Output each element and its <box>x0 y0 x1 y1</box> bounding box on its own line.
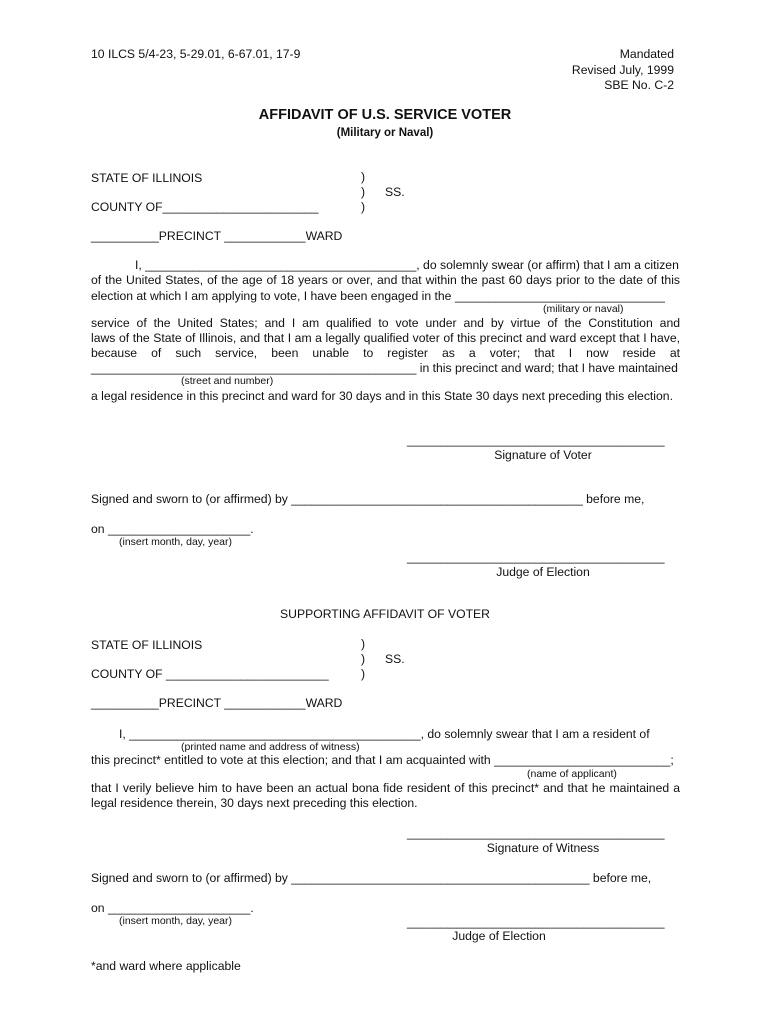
venue-paren: ) <box>361 667 366 681</box>
oath-line-3: election at which I am applying to vote, I have been engaged in the _______________________________ <box>91 289 665 303</box>
sworn-statement: Signed and sworn to (or affirmed) by ____________________________________________ before me, <box>91 871 652 885</box>
witness-name-label: (printed name and address of witness) <box>181 741 360 753</box>
applicant-name-label: (name of applicant) <box>527 768 617 780</box>
sworn-statement: Signed and sworn to (or affirmed) by ___________________________________________ before me, <box>91 492 645 506</box>
street-number-label: (street and number) <box>181 375 274 387</box>
statute-citation: 10 ILCS 5/4-23, 5-29.01, 6-67.01, 17-9 <box>91 47 301 61</box>
voter-signature-label: Signature of Voter <box>494 448 592 462</box>
county-field: COUNTY OF_______________________ <box>91 200 319 214</box>
oath-line-2: of the United States, of the age of 18 years or over, and that within the past 60 days prior to the date of this <box>91 273 680 287</box>
oath-line-5: laws of the State of Illinois, and that I am a legally qualified voter of this precinct and ward except that I have, <box>91 331 680 345</box>
venue-paren: ) <box>361 185 366 199</box>
state-label: STATE OF ILLINOIS <box>91 171 203 185</box>
military-naval-label: (military or naval) <box>543 303 624 315</box>
venue-paren: ) <box>361 652 366 666</box>
date-label: (insert month, day, year) <box>119 915 233 927</box>
oath-line-1: I, ________________________________________, do solemnly swear (or affirm) that I am a citizen <box>135 258 679 272</box>
judge-signature-line[interactable]: ______________________________________ <box>407 915 665 929</box>
ss-label: SS. <box>385 185 405 199</box>
judge-signature-label: Judge of Election <box>452 929 546 943</box>
witness-line-1: I, ___________________________________________, do solemnly swear that I am a resident of <box>119 727 650 741</box>
ss-label: SS. <box>385 652 405 666</box>
judge-signature-line[interactable]: ______________________________________ <box>407 550 665 564</box>
venue-paren: ) <box>361 200 366 214</box>
oath-line-8: a legal residence in this precinct and ward for 30 days and in this State 30 days next preceding this election. <box>91 389 673 403</box>
revised-date: Revised July, 1999 <box>571 63 674 77</box>
precinct-ward-line: __________PRECINCT ____________WARD <box>91 696 343 710</box>
form-number: SBE No. C-2 <box>604 78 674 92</box>
venue-paren: ) <box>361 637 366 651</box>
state-label: STATE OF ILLINOIS <box>91 638 203 652</box>
oath-line-7: ________________________________________________ in this precinct and ward; that I have maintained <box>91 361 678 375</box>
precinct-ward-line: __________PRECINCT ____________WARD <box>91 229 343 243</box>
witness-signature-label: Signature of Witness <box>486 841 600 855</box>
judge-signature-label: Judge of Election <box>496 565 590 579</box>
witness-line-3: that I verily believe him to have been an actual bona fide resident of this precinct* and that he maintained a <box>91 781 680 795</box>
oath-line-6: because of such service, been unable to register as a voter; that I now reside at <box>91 346 680 360</box>
witness-line-2: this precinct* entitled to vote at this election; and that I am acquainted with __________________________; <box>91 753 674 767</box>
oath-line-4: service of the United States; and I am qualified to vote under and by virtue of the Constitution and <box>91 316 680 330</box>
form-title: AFFIDAVIT OF U.S. SERVICE VOTER <box>258 107 512 123</box>
date-line[interactable]: on _____________________. <box>91 901 254 915</box>
form-subtitle: (Military or Naval) <box>336 127 434 139</box>
county-field: COUNTY OF ________________________ <box>91 667 329 681</box>
venue-paren: ) <box>361 170 366 184</box>
supporting-affidavit-heading: SUPPORTING AFFIDAVIT OF VOTER <box>280 607 490 621</box>
mandated-label: Mandated <box>619 47 674 61</box>
witness-signature-line[interactable]: ______________________________________ <box>407 826 665 840</box>
footnote: *and ward where applicable <box>91 959 241 973</box>
witness-line-4: legal residence therein, 30 days next preceding this election. <box>91 796 418 810</box>
date-line[interactable]: on _____________________. <box>91 522 254 536</box>
voter-signature-line[interactable]: ______________________________________ <box>407 433 665 447</box>
date-label: (insert month, day, year) <box>119 536 233 548</box>
